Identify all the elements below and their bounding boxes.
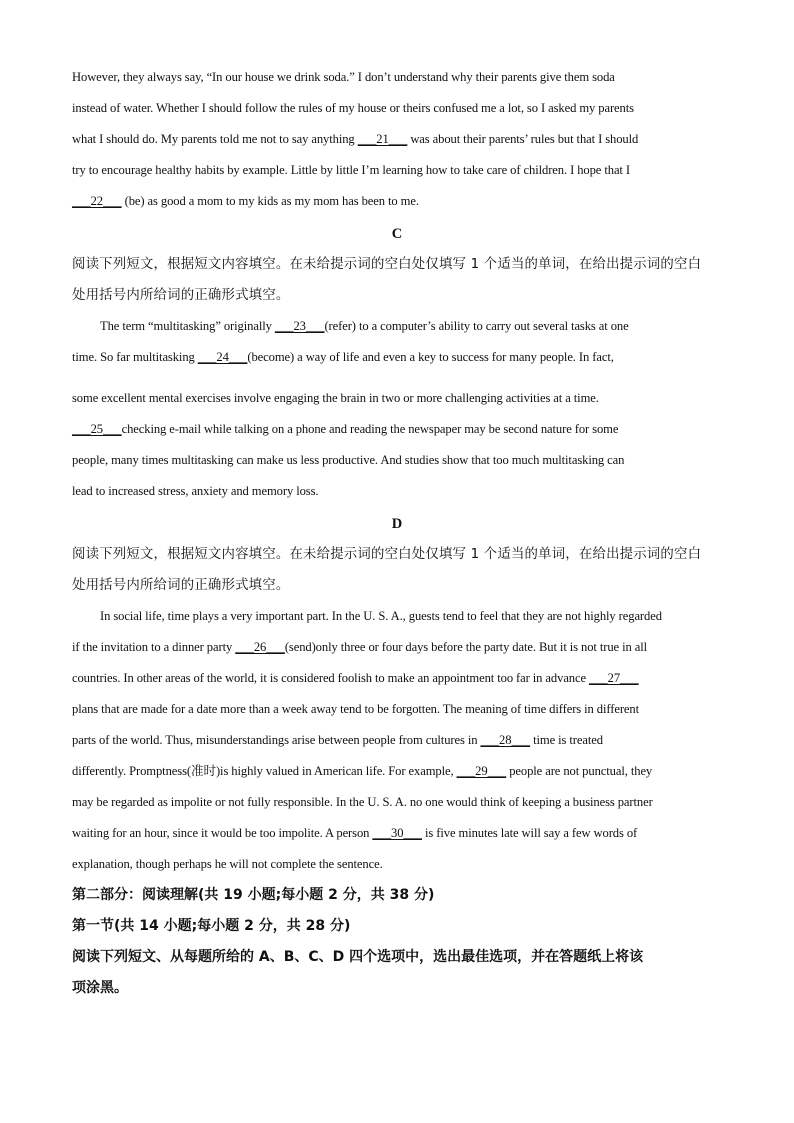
text-line: some excellent mental exercises involve engaging the brain in two or more challenging activities at a time.	[72, 391, 599, 405]
text-line: explanation, though perhaps he will not complete the sentence.	[72, 857, 383, 871]
blank-21: ___21___	[357, 132, 408, 146]
instruction-line: 项涂黑。	[72, 980, 128, 996]
text-span: if the invitation to a dinner party	[72, 640, 236, 654]
blank-29: ___29___	[456, 764, 507, 778]
text-span: parts of the world. Thus, misunderstandings arise between people from cultures in	[72, 733, 481, 747]
text-span: (send)only three or four days before the party date. But it is not true in all	[284, 640, 648, 654]
text-line: people, many times multitasking can make us less productive. And studies show that too much multitasking can	[72, 453, 625, 467]
text-span: (become) a way of life and even a key to success for many people. In fact,	[247, 350, 614, 364]
text-span: people are not punctual, they	[506, 764, 653, 778]
text-line: may be regarded as impolite or not fully responsible. In the U. S. A. no one would think of keeping a business partner	[72, 795, 653, 809]
text-line	[72, 186, 722, 217]
blank-24: ___24___	[197, 350, 248, 364]
part-title: 第二部分：阅读理解(共 19 小题;每小题 2 分，共 38 分)	[72, 887, 435, 903]
blank-22: ___22___	[72, 194, 122, 208]
instruction-line: 处用括号内所给词的正确形式填空。	[72, 288, 290, 303]
section-heading: C	[391, 226, 403, 242]
text-line: However, they always say, “In our house we drink soda.” I don’t understand why their parents give them soda	[72, 70, 615, 84]
exam-page	[72, 62, 722, 1004]
instruction-line: 处用括号内所给词的正确形式填空。	[72, 578, 290, 593]
text-line	[72, 414, 722, 445]
instruction-line: 阅读下列短文，根据短文内容填空。在未给提示词的空白处仅填写 1 个适当的单词，在给出提示词的空白	[72, 257, 702, 272]
text-span: what I should do. My parents told me not to say anything	[72, 132, 358, 146]
text-line	[72, 756, 722, 787]
section-c	[72, 219, 722, 507]
text-span: is five minutes late will say a few words of	[421, 826, 638, 840]
text-span: differently. Promptness(准时)is highly valued in American life. For example,	[72, 764, 457, 778]
text-line	[72, 663, 722, 694]
text-span: (refer) to a computer’s ability to carry out several tasks at one	[324, 319, 629, 333]
blank-25: ___25___	[72, 422, 122, 436]
text-span: countries. In other areas of the world, it is considered foolish to make an appointment too far in advance	[72, 671, 590, 685]
text-span: checking e-mail while talking on a phone and reading the newspaper may be second nature for some	[121, 422, 619, 436]
text-line	[72, 725, 722, 756]
section-title: 第一节(共 14 小题;每小题 2 分，共 28 分)	[72, 918, 351, 934]
text-line: instead of water. Whether I should follow the rules of my house or theirs confused me a lot, so I asked my parents	[72, 101, 634, 115]
instruction-line: 阅读下列短文，根据短文内容填空。在未给提示词的空白处仅填写 1 个适当的单词，在给出提示词的空白	[72, 547, 702, 562]
text-line: lead to increased stress, anxiety and memory loss.	[72, 484, 319, 498]
text-line	[72, 818, 722, 849]
text-line: try to encourage healthy habits by example. Little by little I’m learning how to take care of children. I hope that I	[72, 163, 630, 177]
section-d	[72, 509, 722, 880]
blank-27: ___27___	[589, 671, 639, 685]
blank-30: ___30___	[372, 826, 422, 840]
text-line: plans that are made for a date more than a week away tend to be forgotten. The meaning of time differs in different	[72, 702, 640, 716]
text-span: waiting for an hour, since it would be too impolite. A person	[72, 826, 373, 840]
section-heading: D	[391, 516, 403, 532]
text-line: In social life, time plays a very important part. In the U. S. A., guests tend to feel that they are not highly regarded	[100, 609, 662, 623]
part-two	[72, 880, 722, 1004]
text-span: (be) as good a mom to my kids as my mom has been to me.	[121, 194, 419, 208]
text-line	[72, 124, 722, 155]
text-line	[72, 632, 722, 663]
text-span: was about their parents’ rules but that I should	[407, 132, 639, 146]
blank-23: ___23___	[274, 319, 325, 333]
text-line	[72, 342, 722, 373]
blank-28: ___28___	[480, 733, 531, 747]
passage-b-end	[72, 62, 722, 217]
text-span: time. So far multitasking	[72, 350, 198, 364]
text-line	[72, 311, 722, 342]
text-span: The term “multitasking” originally	[100, 319, 275, 333]
instruction-line: 阅读下列短文、从每题所给的 A、B、C、D 四个选项中，选出最佳选项，并在答题纸上将该	[72, 949, 644, 965]
blank-26: ___26___	[235, 640, 285, 654]
text-span: time is treated	[530, 733, 603, 747]
